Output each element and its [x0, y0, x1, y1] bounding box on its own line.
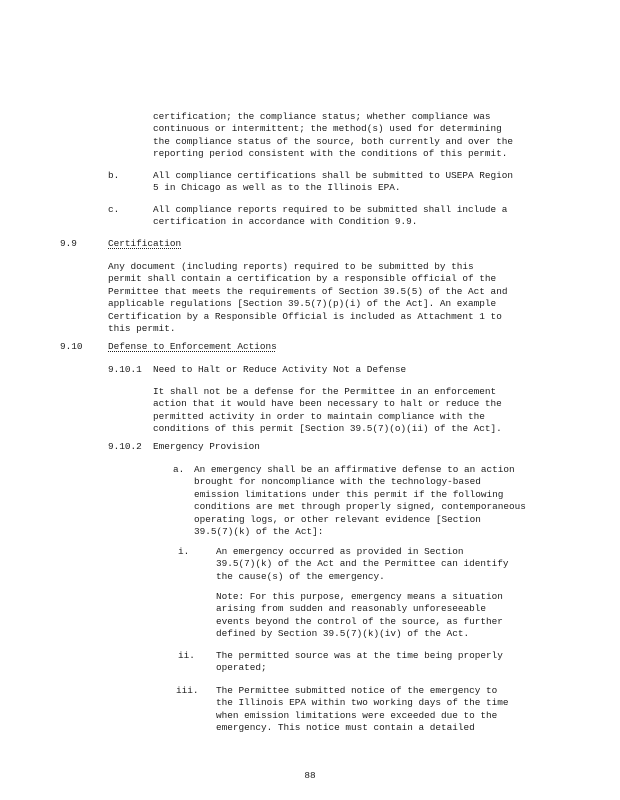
item-ii-label: ii. — [178, 650, 195, 661]
item-iii-text: The Permittee submitted notice of the emergency to the Illinois EPA within two working days of the time when emission limitations were exceeded due to the emergency. This notice must contain a detailed — [216, 685, 509, 734]
subsection-9-10-2-number: 9.10.2 — [108, 441, 142, 452]
item-ii-text: The permitted source was at the time being properly operated; — [216, 650, 503, 674]
item-b-text: All compliance certifications shall be submitted to USEPA Region 5 in Chicago as well as to the Illinois EPA. — [153, 170, 514, 194]
subsection-9-10-1-title: Need to Halt or Reduce Activity Not a Defense — [153, 364, 407, 375]
emergency-note: Note: For this purpose, emergency means a situation arising from sudden and reasonably unforeseeable events beyond the control of the source, as further defined by Section 39.5(7)(k)(iv) of the Act. — [216, 591, 503, 640]
item-iii-label: iii. — [176, 685, 199, 696]
page-number: 88 — [304, 770, 316, 782]
section-9-10-number: 9.10 — [60, 341, 83, 352]
item-i-text: An emergency occurred as provided in Section 39.5(7)(k) of the Act and the Permittee can identify the cause(s) of the emergency. — [216, 546, 509, 582]
subsection-9-10-1-body: It shall not be a defense for the Permittee in an enforcement action that it would have been necessary to halt or reduce the permitted activity in order to maintain compliance with the conditions of this permit [Section 39.5(7)(o)(ii) of the Act]. — [153, 386, 502, 435]
subsection-9-10-1-number: 9.10.1 — [108, 364, 142, 375]
item-c-text: All compliance reports required to be submitted shall include a certification in accordance with Condition 9.9. — [153, 204, 508, 228]
item-a-text: An emergency shall be an affirmative defense to an action brought for noncompliance with the technology-based emission limitations under this permit if the following conditions are met through properly signed, contemporaneous operating logs, or other relevant evidence [Section 39.5(7)(k) of the Act]: — [194, 464, 526, 538]
item-a-label: a. — [173, 464, 185, 475]
intro-continuation: certification; the compliance status; whether compliance was continuous or intermittent; the method(s) used for determining the compliance status of the source, both currently and over the reporting period consistent with the conditions of this permit. — [153, 111, 514, 160]
section-9-9-title: Certification — [108, 238, 182, 249]
section-9-9-body: Any document (including reports) required to be submitted by this permit shall contain a certification by a responsible official of the Permittee that meets the requirements of Section 39.5(5) of the Act and applicable regulations [Section 39.5(7)(p)(i) of the Act]. An example Certification by a Responsible Official is included as Attachment 1 to this permit. — [108, 261, 508, 335]
subsection-9-10-2-title: Emergency Provision — [153, 441, 260, 452]
section-9-9-number: 9.9 — [60, 238, 77, 249]
section-9-10-title: Defense to Enforcement Actions — [108, 341, 277, 352]
item-b-label: b. — [108, 170, 120, 181]
item-c-label: c. — [108, 204, 120, 215]
item-i-label: i. — [178, 546, 190, 557]
